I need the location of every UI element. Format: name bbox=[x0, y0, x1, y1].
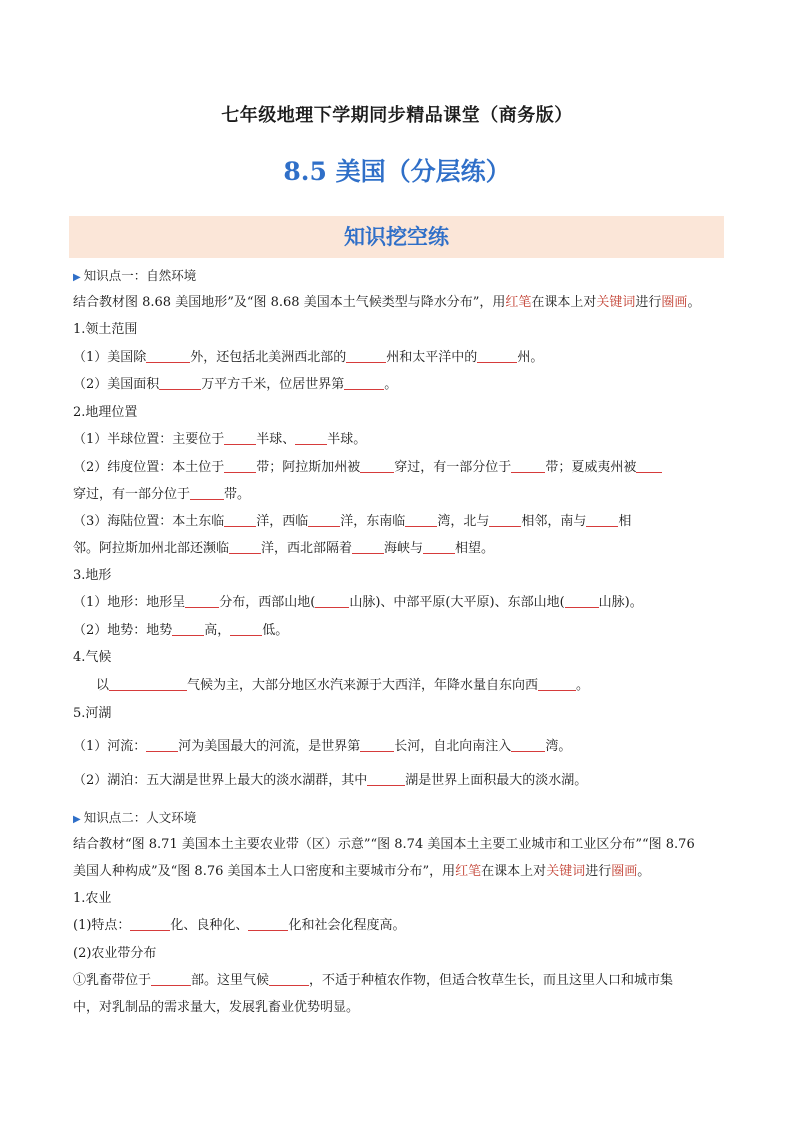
lesson-title: 8.5 美国（分层练） bbox=[283, 157, 511, 186]
section-intro: 结合教材图 8.68 美国地形”及“图 8.68 美国本土气候类型与降水分布”，用红笔在课本上对关键词进行圈画。 bbox=[73, 295, 701, 310]
answer-blank[interactable] bbox=[636, 458, 662, 473]
answer-blank[interactable] bbox=[130, 916, 170, 931]
answer-blank[interactable] bbox=[360, 458, 394, 473]
section-banner: 知识挖空练 bbox=[69, 216, 724, 258]
answer-blank[interactable] bbox=[248, 916, 288, 931]
fill-line: （2）美国面积 万平方千米，位居世界第 。 bbox=[73, 377, 398, 392]
answer-blank[interactable] bbox=[146, 348, 190, 363]
topic-heading: 5.河湖 bbox=[73, 706, 112, 721]
answer-blank[interactable] bbox=[344, 375, 384, 390]
triangle-bullet-icon: ▶ bbox=[73, 814, 81, 825]
answer-blank[interactable] bbox=[229, 539, 261, 554]
section-intro: 结合教材“图 8.71 美国本土主要农业带（区）示意”“图 8.74 美国本土主要工业城市和工业区分布”“图 8.76 bbox=[73, 837, 695, 852]
fill-line: （2）纬度位置：本土位于 带；阿拉斯加州被 穿过，有一部分位于 带；夏威夷州被 bbox=[73, 458, 725, 478]
answer-blank[interactable] bbox=[269, 971, 309, 986]
fill-line: （1）半球位置：主要位于 半球、 半球。 bbox=[73, 432, 367, 447]
answer-blank[interactable] bbox=[295, 430, 327, 445]
course-title: 七年级地理下学期同步精品课堂（商务版） bbox=[221, 105, 573, 126]
answer-blank[interactable] bbox=[352, 539, 384, 554]
answer-blank[interactable] bbox=[315, 593, 349, 608]
answer-blank[interactable] bbox=[308, 512, 340, 527]
fill-line: （1）美国除 外，还包括北美洲西北部的 州和太平洋中的 州。 bbox=[73, 350, 544, 365]
answer-blank[interactable] bbox=[190, 485, 224, 500]
topic-heading: 1.领土范围 bbox=[73, 322, 138, 337]
fill-line: 以 气候为主，大部分地区水汽来源于大西洋，年降水量自东向西 。 bbox=[96, 678, 590, 693]
answer-blank[interactable] bbox=[477, 348, 517, 363]
answer-blank[interactable] bbox=[360, 737, 394, 752]
fill-line: 穿过，有一部分位于 带。 bbox=[73, 487, 251, 502]
answer-blank[interactable] bbox=[151, 971, 191, 986]
answer-blank[interactable] bbox=[159, 375, 201, 390]
fill-line: （1）地形：地形呈 分布，西部山地( 山脉)、中部平原(大平原)、东部山地( 山脉)。 bbox=[73, 595, 643, 610]
answer-blank[interactable] bbox=[224, 430, 256, 445]
answer-blank[interactable] bbox=[511, 737, 545, 752]
answer-blank[interactable] bbox=[224, 512, 256, 527]
fill-line: 邻。阿拉斯加州北部还濒临 洋，西北部隔着 海峡与 相望。 bbox=[73, 541, 495, 556]
fill-line: （2）湖泊：五大湖是世界上最大的淡水湖群，其中 湖是世界上面积最大的淡水湖。 bbox=[73, 773, 588, 788]
paragraph-line: 中，对乳制品的需求量大，发展乳畜业优势明显。 bbox=[73, 1000, 360, 1015]
fill-line: （2）地势：地势 高， 低。 bbox=[73, 623, 289, 638]
answer-blank[interactable] bbox=[405, 512, 437, 527]
fill-line: (1)特点： 化、良种化、 化和社会化程度高。 bbox=[73, 918, 406, 933]
answer-blank[interactable] bbox=[586, 512, 618, 527]
triangle-bullet-icon: ▶ bbox=[73, 272, 81, 283]
section-heading-2: ▶ 知识点二：人文环境 bbox=[73, 810, 197, 825]
fill-line: ①乳畜带位于 部。这里气候 ，不适于种植农作物，但适合牧草生长，而且这里人口和城市集 bbox=[73, 973, 674, 988]
section-heading-1: ▶ 知识点一：自然环境 bbox=[73, 268, 197, 283]
answer-blank[interactable] bbox=[511, 458, 545, 473]
answer-blank[interactable] bbox=[109, 676, 187, 691]
fill-line: （1）河流： 河为美国最大的河流，是世界第 长河，自北向南注入 湾。 bbox=[73, 739, 572, 754]
fill-line: （3）海陆位置：本土东临 洋，西临 洋，东南临 湾，北与 相邻，南与 相 bbox=[73, 514, 632, 529]
topic-heading: 4.气候 bbox=[73, 650, 112, 665]
topic-heading: 3.地形 bbox=[73, 568, 112, 583]
answer-blank[interactable] bbox=[172, 621, 204, 636]
topic-heading: 2.地理位置 bbox=[73, 405, 138, 420]
answer-blank[interactable] bbox=[185, 593, 219, 608]
answer-blank[interactable] bbox=[423, 539, 455, 554]
answer-blank[interactable] bbox=[367, 771, 405, 786]
answer-blank[interactable] bbox=[224, 458, 256, 473]
section-intro: 美国人种构成”及“图 8.76 美国本土人口密度和主要城市分布”，用红笔在课本上对关键词进行圈画。 bbox=[73, 864, 651, 879]
topic-heading: 1.农业 bbox=[73, 891, 112, 906]
answer-blank[interactable] bbox=[565, 593, 599, 608]
topic-heading: (2)农业带分布 bbox=[73, 946, 157, 961]
answer-blank[interactable] bbox=[346, 348, 386, 363]
answer-blank[interactable] bbox=[146, 737, 178, 752]
answer-blank[interactable] bbox=[489, 512, 521, 527]
answer-blank[interactable] bbox=[230, 621, 262, 636]
answer-blank[interactable] bbox=[538, 676, 576, 691]
